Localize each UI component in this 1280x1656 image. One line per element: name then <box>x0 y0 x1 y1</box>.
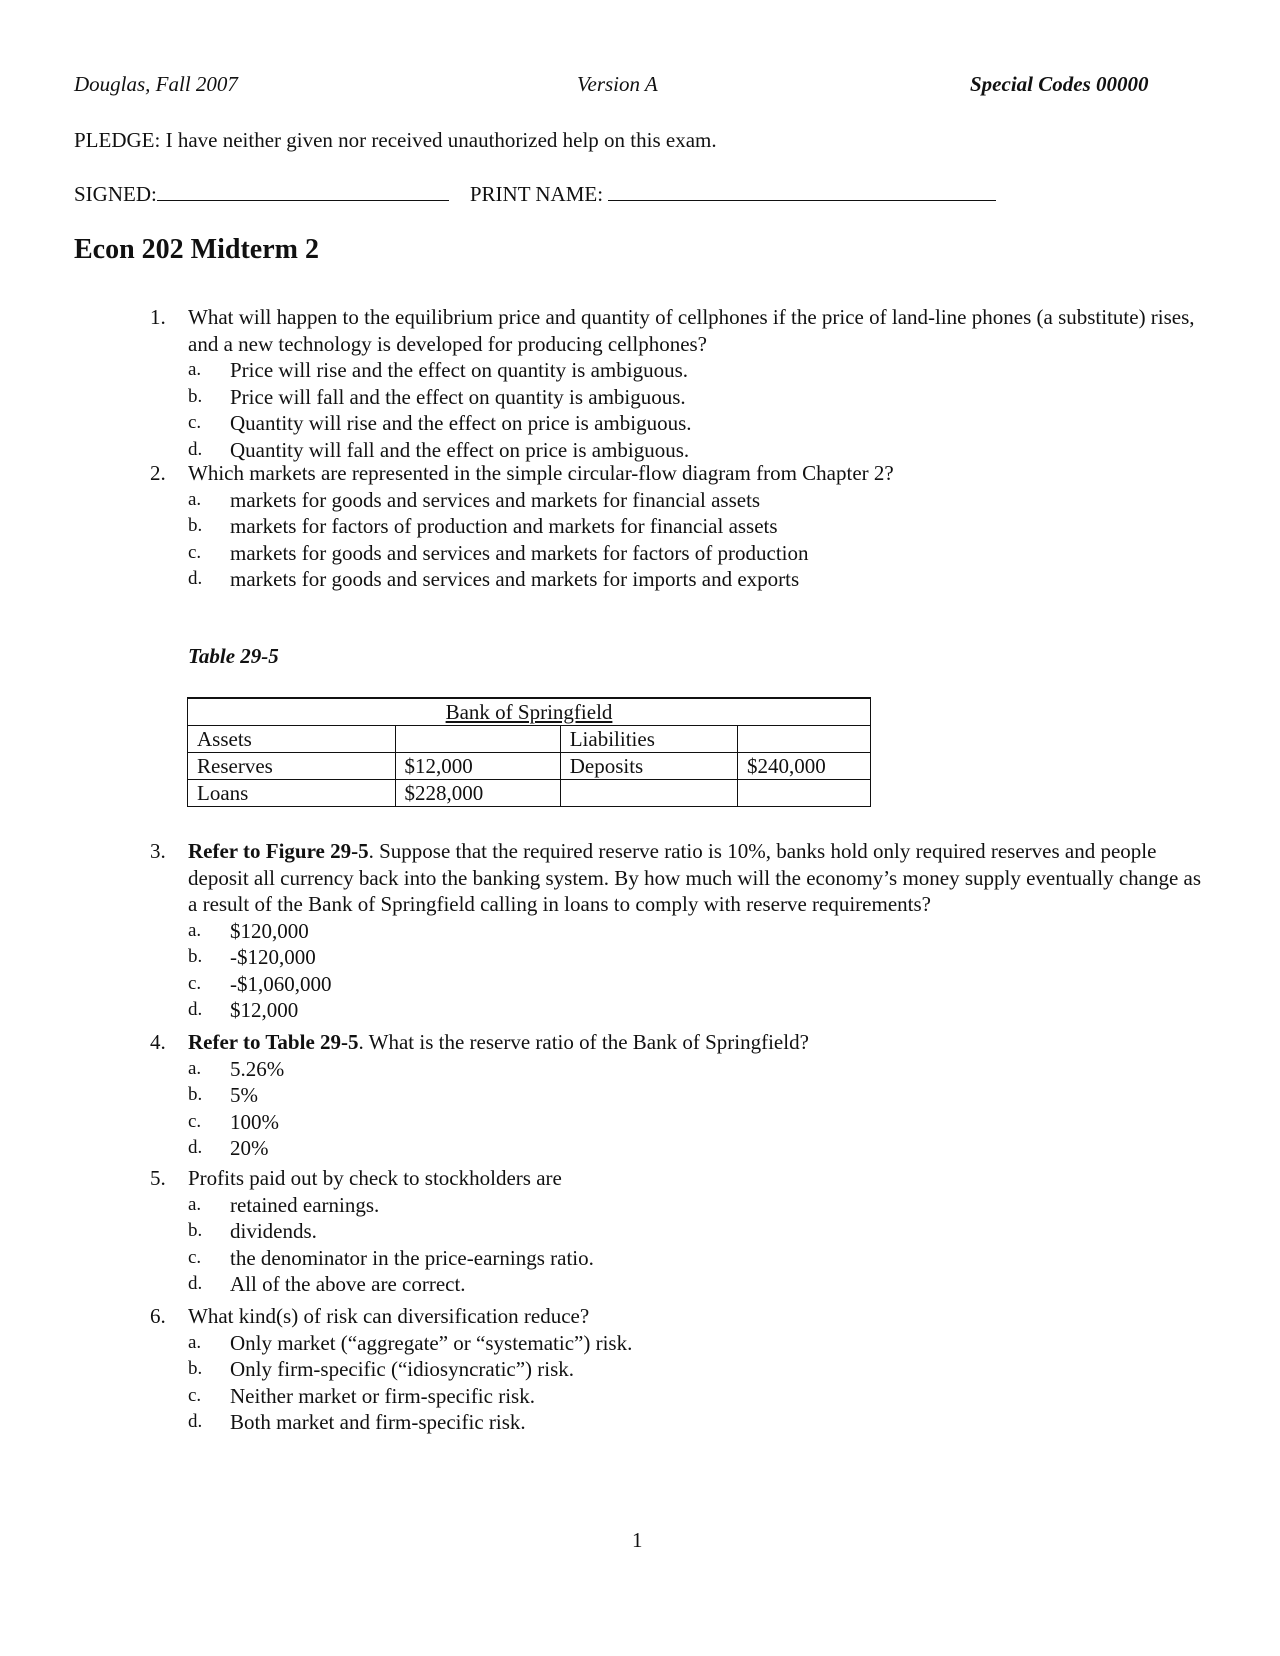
question-1 <box>150 304 1210 463</box>
table-cell <box>395 726 560 753</box>
question-number: 4. <box>150 1030 166 1054</box>
question-number: 2. <box>150 461 166 485</box>
answer-option[interactable]: a. markets for goods and services and markets for financial assets <box>188 487 761 512</box>
answer-option[interactable]: b. Price will fall and the effect on quantity is ambiguous. <box>188 384 686 409</box>
table-cell: Assets <box>188 726 396 753</box>
table-cell: Reserves <box>188 753 396 780</box>
question-text: Refer to Table 29-5. What is the reserve ratio of the Bank of Springfield? <box>188 1030 809 1054</box>
answer-option[interactable]: c. 100% <box>188 1109 279 1134</box>
answer-option[interactable]: b. 5% <box>188 1083 258 1107</box>
question-text: Which markets are represented in the simple circular-flow diagram from Chapter 2? <box>188 461 894 485</box>
table-cell <box>738 780 871 807</box>
table-cell: $240,000 <box>738 753 871 780</box>
signature-field[interactable] <box>157 182 449 201</box>
question-number: 6. <box>150 1304 166 1328</box>
table-caption: Table 29-5 <box>188 644 279 668</box>
print-name-field[interactable] <box>608 182 996 201</box>
answer-option[interactable]: c. Neither market or firm-specific risk. <box>188 1383 535 1408</box>
question-text: Refer to Figure 29-5. Suppose that the required reserve ratio is 10%, banks hold only required reserves and people deposit all currency back into the banking system. By how much will the economy’s money supply eventually change as a result of the Bank of Springfield calling in loans to comply with reserve requirements? <box>188 839 1202 916</box>
table-cell <box>738 726 871 753</box>
table-cell <box>560 780 737 807</box>
question-4 <box>150 1029 1210 1162</box>
answer-option[interactable]: d. Both market and firm-specific risk. <box>188 1410 526 1434</box>
table-title: Bank of Springfield <box>188 698 871 726</box>
table-cell: Loans <box>188 780 396 807</box>
table-row <box>188 726 871 753</box>
answer-option[interactable]: b. markets for factors of production and markets for financial assets <box>188 514 778 538</box>
table-cell: $12,000 <box>395 753 560 780</box>
pledge-statement: PLEDGE: I have neither given nor received unauthorized help on this exam. <box>74 128 717 152</box>
print-name-label: PRINT NAME: <box>469 182 604 206</box>
answer-option[interactable]: a. $120,000 <box>188 918 309 943</box>
bank-balance-sheet-table <box>187 697 871 807</box>
signature-line <box>74 182 996 207</box>
question-text: What kind(s) of risk can diversification reduce? <box>188 1304 590 1328</box>
answer-option[interactable]: a. Price will rise and the effect on quantity is ambiguous. <box>188 358 689 382</box>
question-5 <box>150 1165 1210 1298</box>
question-6 <box>150 1303 1210 1436</box>
question-3 <box>150 838 1210 1024</box>
exam-title: Econ 202 Midterm 2 <box>74 234 319 265</box>
question-number: 5. <box>150 1166 166 1190</box>
question-text: Profits paid out by check to stockholders are <box>188 1166 562 1190</box>
answer-option[interactable]: a. 5.26% <box>188 1056 285 1081</box>
answer-option[interactable]: b. Only firm-specific (“idiosyncratic”) risk. <box>188 1357 575 1381</box>
answer-option[interactable]: a. retained earnings. <box>188 1192 380 1217</box>
table-row <box>188 780 871 807</box>
question-number: 3. <box>150 839 166 863</box>
page-number: 1 <box>632 1528 643 1552</box>
answer-option[interactable]: d. $12,000 <box>188 998 299 1022</box>
answer-option[interactable]: b. dividends. <box>188 1219 317 1243</box>
table-cell: Deposits <box>560 753 737 780</box>
answer-option[interactable]: c. -$1,060,000 <box>188 971 332 996</box>
signed-label: SIGNED: <box>74 182 157 206</box>
answer-option[interactable]: d. Quantity will fall and the effect on price is ambiguous. <box>188 437 690 462</box>
table-cell: $228,000 <box>395 780 560 807</box>
answer-option[interactable]: c. Quantity will rise and the effect on price is ambiguous. <box>188 411 692 435</box>
answer-option[interactable]: c. the denominator in the price-earnings ratio. <box>188 1245 594 1270</box>
answer-option[interactable]: b. -$120,000 <box>188 945 316 969</box>
header-version: Version A <box>577 72 658 96</box>
question-number: 1. <box>150 305 166 329</box>
header-special-codes: Special Codes 00000 <box>970 72 1149 96</box>
table-row <box>188 753 871 780</box>
table-cell: Liabilities <box>560 726 737 753</box>
answer-option[interactable]: a. Only market (“aggregate” or “systematic”) risk. <box>188 1330 633 1355</box>
answer-option[interactable]: d. All of the above are correct. <box>188 1272 466 1296</box>
header-course: Douglas, Fall 2007 <box>74 72 238 96</box>
answer-option[interactable]: c. markets for goods and services and markets for factors of production <box>188 540 809 565</box>
answer-option[interactable]: d. 20% <box>188 1136 269 1160</box>
question-text: What will happen to the equilibrium price and quantity of cellphones if the price of land-line phones (a substitute) rises, and a new technology is developed for producing cellphones? <box>188 305 1195 356</box>
answer-option[interactable]: d. markets for goods and services and markets for imports and exports <box>188 567 800 591</box>
question-2 <box>150 460 1210 593</box>
